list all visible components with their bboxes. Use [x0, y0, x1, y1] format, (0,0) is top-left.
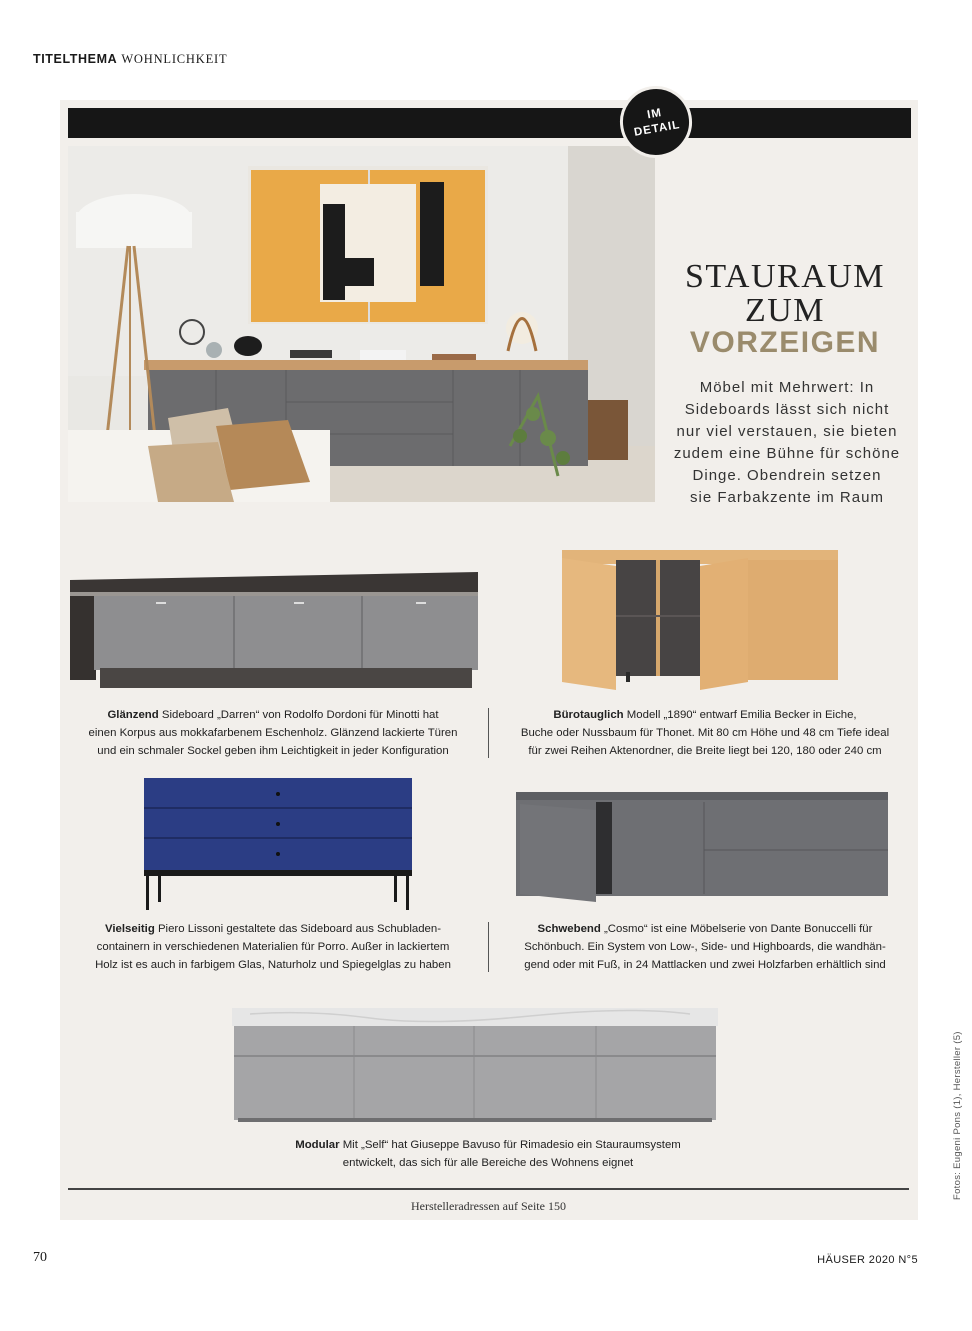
- headline-line-1: STAURAUM: [684, 258, 886, 295]
- caption-schwebend: [497, 920, 913, 974]
- caption-line: [497, 920, 913, 938]
- caption-line: containern in verschiedenen Materialien für Porro. Außer in lackiertem: [96, 941, 450, 953]
- manufacturer-address-note: Herstelleradressen auf Seite 150: [411, 1199, 566, 1213]
- caption-line: einen Korpus aus mokkafarbenem Eschenholz. Glänzend lackierte Türen: [88, 727, 458, 739]
- caption-text: Piero Lissoni gestaltete das Sideboard aus Schubladen-: [154, 923, 442, 935]
- caption-buerotauglich: [497, 706, 913, 760]
- headline: [660, 260, 910, 328]
- caption-text: Modell „1890“ entwarf Emilia Becker in Eiche,: [623, 709, 857, 721]
- caption-vielseitig: [66, 920, 480, 974]
- caption-modular: [200, 1136, 776, 1172]
- column-divider: [488, 922, 489, 972]
- intro-line: Dinge. Obendrein setzen: [692, 467, 882, 484]
- caption-lead: Schwebend: [537, 923, 601, 935]
- caption-lead: Bürotauglich: [553, 709, 624, 721]
- intro-line: nur viel verstauen, sie bieten: [676, 423, 898, 440]
- caption-line: entwickelt, das sich für alle Bereiche des Wohnens eignet: [342, 1157, 634, 1169]
- section-topic: WOHNLICHKEIT: [121, 52, 228, 66]
- caption-line: [66, 920, 480, 938]
- caption-lead: Modular: [295, 1139, 340, 1151]
- porro-sideboard-image: [142, 776, 414, 912]
- badge-line-2: DETAIL: [633, 118, 682, 139]
- 1890-sideboard-image: [562, 546, 842, 694]
- caption-line: Buche oder Nussbaum für Thonet. Mit 80 cm Höhe und 48 cm Tiefe ideal: [520, 727, 890, 739]
- intro-line: Möbel mit Mehrwert: In: [699, 379, 875, 396]
- top-bar: [68, 108, 911, 138]
- darren-sideboard-image: [66, 572, 480, 692]
- intro-line: Sideboards lässt sich nicht: [684, 401, 890, 418]
- floor-lamp: [76, 212, 192, 248]
- column-divider: [488, 708, 489, 758]
- caption-line: [200, 1136, 776, 1154]
- badge-line-1: IM: [646, 106, 663, 122]
- intro-line: zudem eine Bühne für schöne: [673, 445, 901, 462]
- caption-lead: Vielseitig: [104, 923, 155, 935]
- caption-text: Mit „Self“ hat Giuseppe Bavuso für Rimadesio ein Stauraumsystem: [339, 1139, 681, 1151]
- magazine-issue: HÄUSER 2020 N°5: [817, 1254, 918, 1266]
- caption-darren: [66, 706, 480, 760]
- headline-accent: VORZEIGEN: [689, 326, 881, 359]
- caption-line: Schönbuch. Ein System von Low-, Side- und Highboards, die wandhän-: [524, 941, 886, 953]
- self-sideboard-image: [230, 1006, 720, 1124]
- caption-line: gend oder mit Fuß, in 24 Mattlacken und zwei Holzfarben erhältlich sind: [524, 959, 886, 971]
- intro-text: [662, 377, 912, 509]
- caption-text: „Cosmo“ ist eine Möbelserie von Dante Bonuccelli für: [600, 923, 873, 935]
- caption-line: und ein schmaler Sockel geben ihm Leichtigkeit in jeder Konfiguration: [97, 745, 449, 757]
- headline-line-2: ZUM: [744, 292, 826, 329]
- caption-line: [497, 706, 913, 724]
- section-label: TITELTHEMA: [33, 52, 118, 66]
- page-number: 70: [33, 1250, 47, 1265]
- caption-line: [66, 706, 480, 724]
- hero-photo: [68, 146, 655, 502]
- caption-lead: Glänzend: [107, 709, 159, 721]
- armchair: [588, 400, 628, 460]
- section-header: [33, 52, 227, 67]
- footer-rule: [68, 1188, 909, 1190]
- caption-text: Sideboard „Darren“ von Rodolfo Dordoni für Minotti hat: [158, 709, 439, 721]
- sideboard-top: [144, 360, 588, 370]
- intro-line: sie Farbakzente im Raum: [690, 489, 884, 506]
- photo-credit: Fotos: Eugeni Pons (1), Hersteller (5): [952, 1031, 963, 1200]
- caption-line: für zwei Reihen Aktenordner, die Breite liegt bei 120, 180 oder 240 cm: [528, 745, 882, 757]
- caption-line: Holz ist es auch in farbigem Glas, Naturholz und Spiegelglas zu haben: [95, 959, 451, 971]
- cosmo-sideboard-image: [516, 790, 890, 902]
